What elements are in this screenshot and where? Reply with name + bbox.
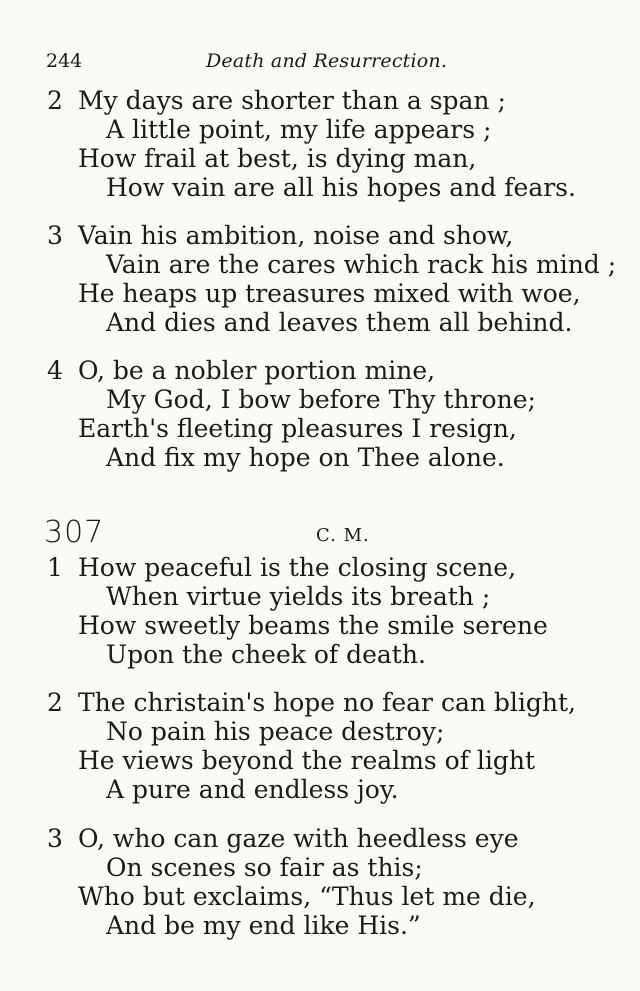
verse-line: And fix my hope on Thee alone. [106, 443, 505, 472]
verse-line: Vain his ambition, noise and show, [78, 221, 514, 250]
verse-line: O, who can gaze with heedless eye [78, 824, 519, 853]
verse-line: How vain are all his hopes and fears. [106, 173, 576, 202]
verse-line: He views beyond the realms of light [78, 746, 536, 775]
verse-line: Earth's fleeting pleasures I resign, [78, 414, 517, 443]
verse-number: 3 [47, 824, 63, 853]
page-header [46, 50, 606, 74]
verse-number: 2 [47, 86, 63, 115]
verse-line: A pure and endless joy. [106, 775, 399, 804]
verse-line: He heaps up treasures mixed with woe, [78, 279, 581, 308]
verse-line: When virtue yields its breath ; [106, 582, 491, 611]
verse-line: How frail at best, is dying man, [78, 144, 477, 173]
verse-number: 1 [47, 553, 63, 582]
verse-line: My days are shorter than a span ; [78, 86, 506, 115]
verse-number: 3 [47, 221, 63, 250]
hymn-number: 307 [44, 515, 105, 550]
verse-number: 2 [47, 688, 63, 717]
verse-line: Upon the cheek of death. [106, 640, 426, 669]
verse-number: 4 [47, 356, 63, 385]
verse-line: Who but exclaims, “Thus let me die, [78, 882, 536, 911]
hymn-meter: C. M. [316, 525, 370, 546]
verse-line: The christain's hope no fear can blight, [78, 688, 576, 717]
page-number: 244 [46, 50, 83, 72]
verse-line: On scenes so fair as this; [106, 853, 423, 882]
verse-line: How peaceful is the closing scene, [78, 553, 517, 582]
verse-line: My God, I bow before Thy throne; [106, 385, 536, 414]
verse-line: O, be a nobler portion mine, [78, 356, 436, 385]
verse-line: No pain his peace destroy; [106, 717, 445, 746]
verse-line: And be my end like His.” [106, 911, 421, 940]
verse-line: And dies and leaves them all behind. [106, 308, 573, 337]
verse-line: Vain are the cares which rack his mind ; [106, 250, 617, 279]
verse-line: A little point, my life appears ; [106, 115, 492, 144]
running-title: Death and Resurrection. [206, 50, 448, 72]
verse-line: How sweetly beams the smile serene [78, 611, 548, 640]
